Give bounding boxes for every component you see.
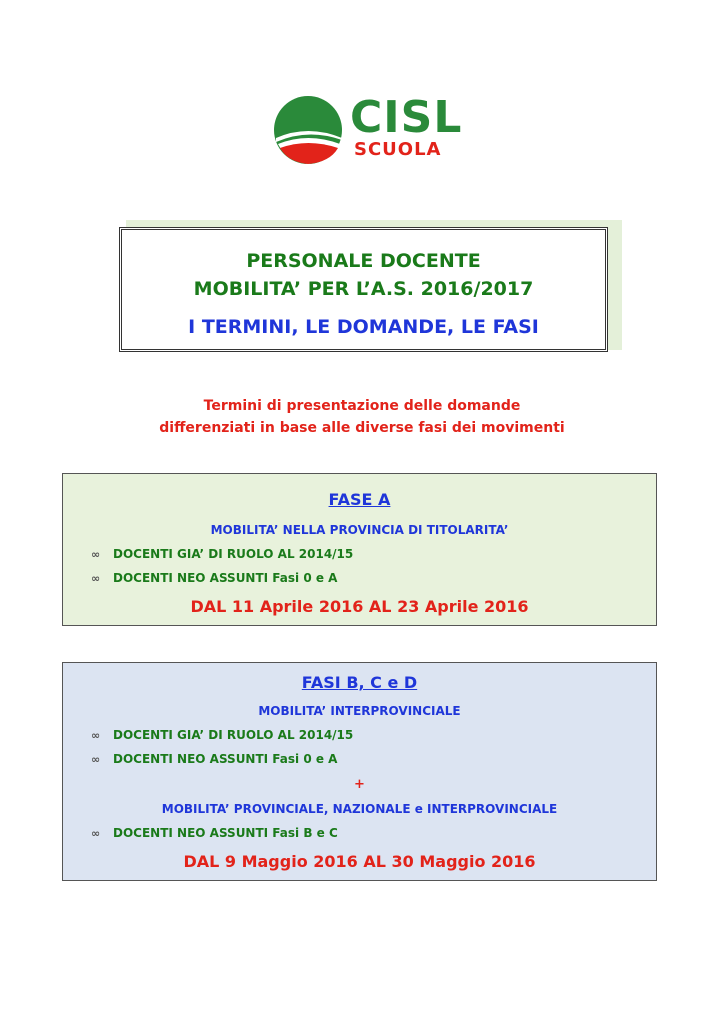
bullet-icon: ∞: [91, 753, 101, 766]
fase-a-panel: [62, 473, 657, 626]
fase-a-subtitle: MOBILITA’ NELLA PROVINCIA DI TITOLARITA’: [210, 523, 509, 537]
logo-emblem-icon: [272, 94, 344, 166]
fase-a-dates: DAL 11 Aprile 2016 AL 23 Aprile 2016: [190, 597, 529, 616]
fasi-bcd-dates: DAL 9 Maggio 2016 AL 30 Maggio 2016: [183, 852, 536, 871]
fase-a-title: FASE A: [328, 490, 391, 509]
logo-cisl-text: CISL: [350, 92, 463, 143]
bullet-icon: ∞: [91, 827, 101, 840]
fasi-bcd-panel: [62, 662, 657, 881]
logo-scuola-text: SCUOLA: [354, 139, 442, 160]
fase-a-item-1: ∞ DOCENTI GIA’ DI RUOLO AL 2014/15: [91, 547, 354, 561]
fasi-bcd-item-3: ∞ DOCENTI NEO ASSUNTI Fasi B e C: [91, 826, 338, 840]
bullet-icon: ∞: [91, 729, 101, 742]
fase-a-item-2: ∞ DOCENTI NEO ASSUNTI Fasi 0 e A: [91, 571, 338, 585]
title-line-2: MOBILITA’ PER L’A.S. 2016/2017: [193, 278, 534, 300]
bullet-icon: ∞: [91, 572, 101, 585]
bullet-icon: ∞: [91, 548, 101, 561]
intro-line-2: differenziati in base alle diverse fasi dei movimenti: [159, 420, 565, 436]
title-box: [119, 227, 608, 352]
fasi-bcd-item-2: ∞ DOCENTI NEO ASSUNTI Fasi 0 e A: [91, 752, 338, 766]
title-line-1: PERSONALE DOCENTE: [246, 250, 481, 272]
fasi-bcd-subtitle-2: MOBILITA’ PROVINCIALE, NAZIONALE e INTERPROVINCIALE: [161, 802, 558, 816]
cisl-scuola-logo: [272, 94, 462, 166]
fasi-bcd-subtitle: MOBILITA’ INTERPROVINCIALE: [258, 704, 461, 718]
intro-line-1: Termini di presentazione delle domande: [203, 398, 521, 414]
fasi-bcd-item-1: ∞ DOCENTI GIA’ DI RUOLO AL 2014/15: [91, 728, 354, 742]
title-line-3: I TERMINI, LE DOMANDE, LE FASI: [188, 316, 539, 338]
plus-sign: +: [354, 777, 365, 792]
fasi-bcd-title: FASI B, C e D: [301, 673, 418, 692]
